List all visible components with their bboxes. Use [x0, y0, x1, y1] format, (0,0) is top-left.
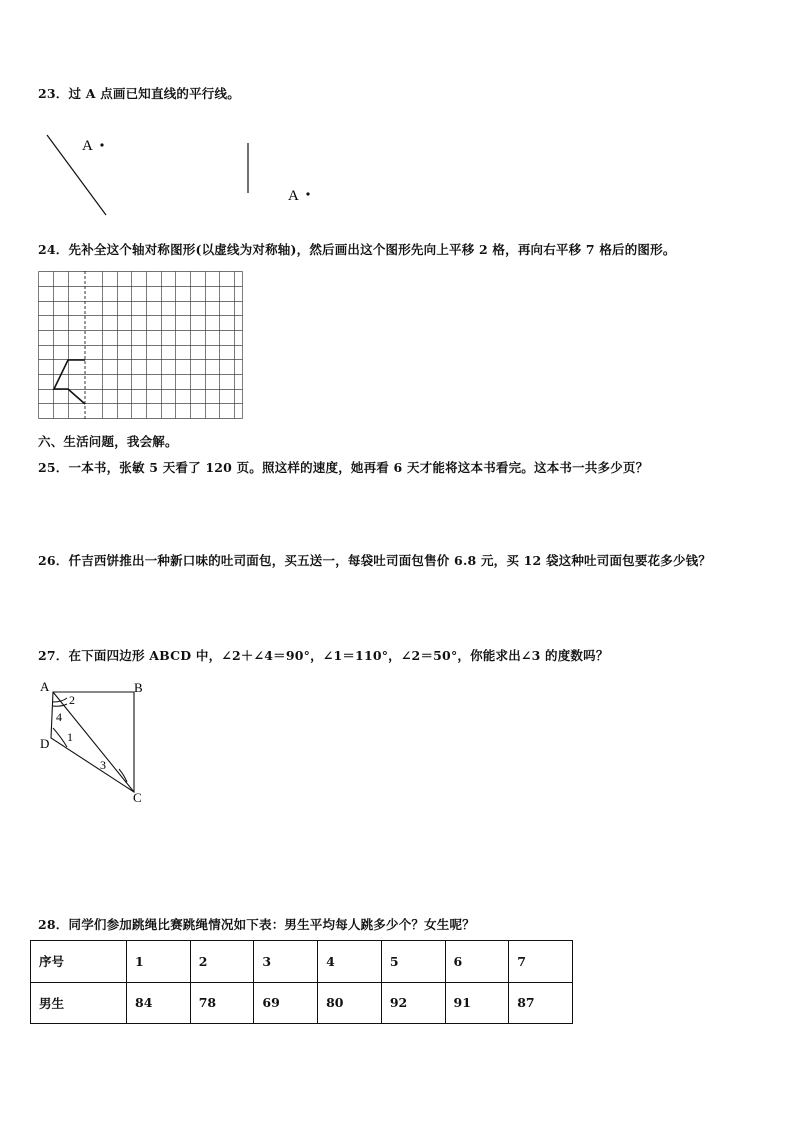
table-cell: 序号: [31, 941, 127, 983]
table-cell: 80: [318, 982, 382, 1024]
table-row-header: [31, 941, 573, 983]
table-cell: 78: [190, 982, 254, 1024]
question-28-text: 28．同学们参加跳绳比赛跳绳情况如下表：男生平均每人跳多少个？女生呢？: [38, 917, 475, 932]
table-cell: 87: [509, 982, 573, 1024]
table-cell: 84: [127, 982, 191, 1024]
table-cell: 92: [381, 982, 445, 1024]
table-cell: 5: [381, 941, 445, 983]
table-cell: 4: [318, 941, 382, 983]
vertex-a-label: A: [40, 679, 50, 694]
grid-lines: [39, 272, 243, 419]
table-cell: 69: [254, 982, 318, 1024]
table-cell: 7: [509, 941, 573, 983]
table-row-boys: [31, 982, 573, 1024]
table-cell: 3: [254, 941, 318, 983]
angle-3-label: 3: [100, 758, 106, 772]
table-cell: 91: [445, 982, 509, 1024]
table-cell: 2: [190, 941, 254, 983]
grid-figure: [38, 271, 244, 421]
table-cell: 男生: [31, 982, 127, 1024]
vertex-c-label: C: [133, 790, 142, 805]
point-a-dot-1: [100, 143, 103, 146]
question-26-text: 26．仟吉西饼推出一种新口味的吐司面包，买五送一，每袋吐司面包售价 6.8 元，买 12 袋这种吐司面包要花多少钱？: [38, 553, 712, 568]
jump-rope-table: [30, 940, 573, 1024]
parallel-line-figure: [40, 128, 340, 223]
angle-4-label: 4: [56, 710, 62, 724]
vertex-b-label: B: [134, 680, 143, 695]
quadrilateral-figure: [36, 678, 156, 806]
vertex-d-label: D: [40, 736, 50, 751]
question-27-text: 27．在下面四边形 ABCD 中，∠2＋∠4＝90°，∠1＝110°，∠2＝50°，你能求出∠3 的度数吗？: [38, 648, 609, 663]
table-cell: 6: [445, 941, 509, 983]
diagonal-ac: [53, 692, 134, 792]
question-24-text: 24．先补全这个轴对称图形(以虚线为对称轴)，然后画出这个图形先向上平移 2 格，再向右平移 7 格后的图形。: [38, 242, 676, 257]
half-shape: [54, 360, 85, 404]
question-25-text: 25．一本书，张敏 5 天看了 120 页。照这样的速度，她再看 6 天才能将这本书看完。这本书一共多少页？: [38, 460, 649, 475]
point-a-label-2: A: [288, 188, 299, 204]
section-6-title: 六、生活问题，我会解。: [38, 434, 178, 449]
table-cell: 1: [127, 941, 191, 983]
point-a-label-1: A: [82, 138, 93, 154]
question-23-text: 23．过 A 点画已知直线的平行线。: [38, 86, 240, 101]
angle-1-label: 1: [67, 730, 73, 744]
given-line-slanted: [47, 135, 106, 215]
point-a-dot-2: [306, 192, 309, 195]
angle-2-label: 2: [69, 693, 75, 707]
